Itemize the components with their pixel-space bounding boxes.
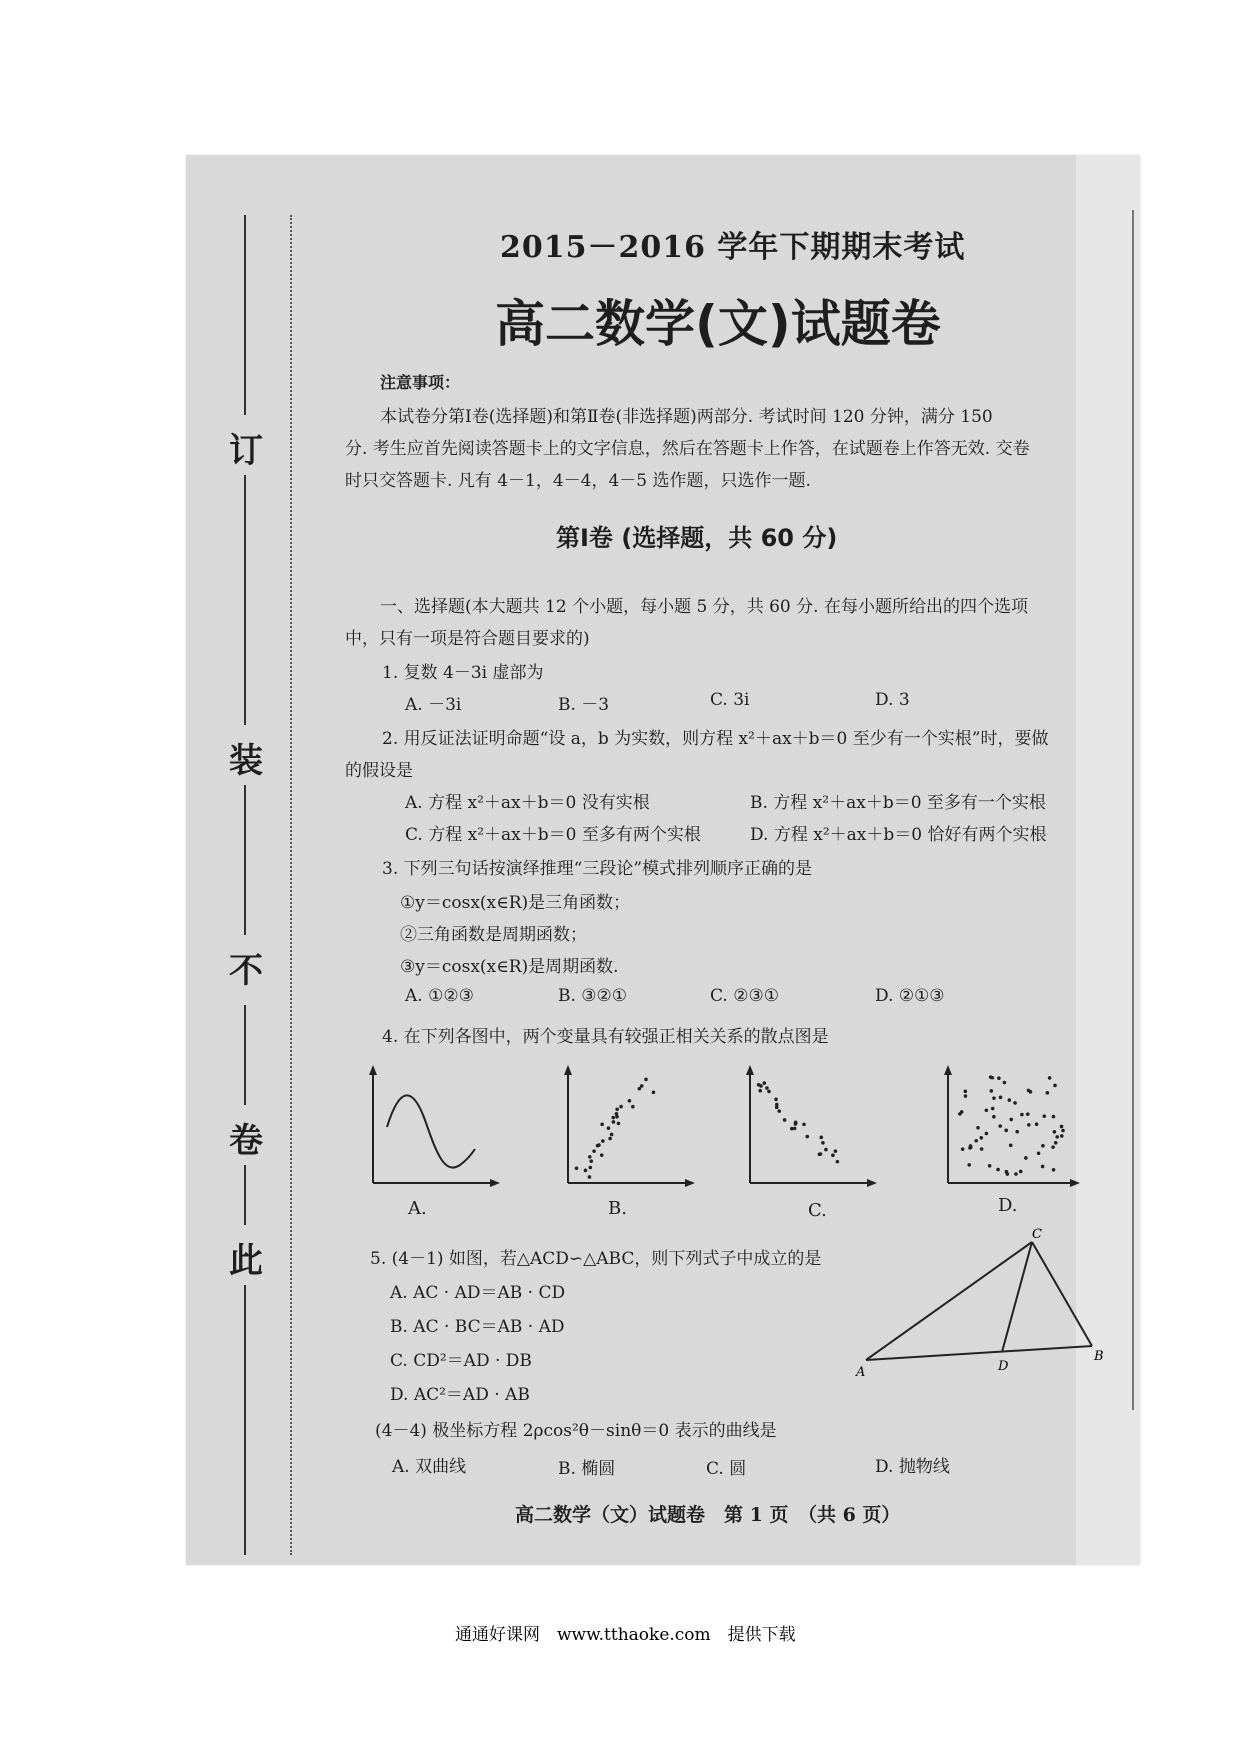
q2-option-d: D. 方程 x²＋ax＋b＝0 恰好有两个实根 [750,825,1047,845]
page-edge-line [1132,210,1134,1410]
scatter-point [1061,1129,1065,1133]
binding-char: 订 [229,431,263,471]
scatter-point [1003,1081,1007,1085]
scatter-point [1009,1118,1013,1122]
q3-option-a: A. ①②③ [405,986,474,1006]
scatter-point [588,1175,592,1179]
scatter-dots-c [757,1081,839,1163]
q3-statement: ①y＝cosx(x∈R)是三角函数； [400,893,631,913]
q2-option-b: B. 方程 x²＋ax＋b＝0 至多有一个实根 [750,793,1046,813]
q3-statement: ③y＝cosx(x∈R)是周期函数. [400,957,619,977]
q5b-option-a: A. 双曲线 [392,1457,467,1477]
q1-option-b: B. －3 [558,695,610,715]
download-credit: 通通好课网 www.tthaoke.com 提供下载 [455,1625,796,1645]
scatter-point [763,1081,767,1085]
scatter-point [990,1089,994,1093]
scatter-plot-d [940,1065,1080,1200]
scatter-point [1060,1134,1064,1138]
notice-line: 时只交答题卡. 凡有 4－1，4－4，4－5 选作题，只选作一题. [345,471,811,491]
scatter-point [584,1169,588,1173]
binding-char: 不 [229,951,263,991]
question-2-stem: 的假设是 [345,761,413,781]
scatter-plot-c [742,1065,877,1200]
scatter-point [985,1132,989,1136]
binding-dotted-line [290,215,292,1555]
scatter-point [964,1094,968,1098]
part-instruction: 中，只有一项是符合题目要求的) [345,629,590,649]
scatter-point [976,1126,980,1130]
scatter-point [619,1105,623,1109]
scatter-point [1037,1151,1041,1155]
scatter-point [1053,1084,1057,1088]
scatter-point [979,1136,983,1140]
part-instruction: 一、选择题(本大题共 12 个小题，每小题 5 分，共 60 分. 在每小题所给出的四个选项 [380,597,1028,617]
binding-line [244,785,246,935]
scatter-point [1035,1122,1039,1126]
scatter-point [836,1160,840,1164]
scatter-point [644,1078,648,1082]
scatter-point [615,1107,619,1111]
scatter-point [759,1084,763,1088]
question-5b-stem: (4－4) 极坐标方程 2ρcos²θ－sinθ＝0 表示的曲线是 [375,1421,777,1441]
scatter-point [831,1153,835,1157]
scatter-point [1052,1168,1056,1172]
scatter-point [610,1133,614,1137]
scatter-point [592,1149,596,1153]
scatter-point [765,1086,769,1090]
scatter-point [612,1120,616,1124]
scatter-point [961,1147,965,1151]
scatter-point [1046,1091,1050,1095]
question-1-stem: 1. 复数 4－3i 虚部为 [382,663,544,683]
scatter-point [1055,1135,1059,1139]
scatter-point [821,1141,825,1145]
scatter-dots-b [575,1078,656,1179]
scatter-point [1004,1129,1008,1133]
question-2-stem: 2. 用反证法证明命题“设 a，b 为实数，则方程 x²＋ax＋b＝0 至少有一个实根”时，要做 [382,729,1049,749]
scatter-point [992,1096,996,1100]
q2-option-c: C. 方程 x²＋ax＋b＝0 至多有两个实根 [405,825,701,845]
scatter-point [805,1135,809,1139]
q1-option-d: D. 3 [875,690,910,710]
q5-option-b: B. AC · BC＝AB · AD [390,1317,565,1337]
binding-char: 卷 [229,1121,263,1161]
scatter-point [589,1166,593,1170]
binding-line [244,475,246,725]
q5b-option-c: C. 圆 [706,1459,747,1479]
notice-line: 本试卷分第Ⅰ卷(选择题)和第Ⅱ卷(非选择题)两部分. 考试时间 120 分钟，满分 150 [380,407,993,427]
scatter-point [1006,1172,1010,1176]
q3-option-b: B. ③②① [558,986,628,1006]
q1-option-a: A. －3i [405,695,462,715]
q5-option-c: C. CD²＝AD · DB [390,1351,532,1371]
scatter-point [601,1139,605,1143]
scatter-plot-a [365,1065,500,1200]
scatter-point [980,1147,984,1151]
scatter-point [992,1115,996,1119]
scatter-point [588,1155,592,1159]
scatter-point [991,1076,995,1080]
scatter-point [1054,1141,1058,1145]
scatter-point [999,1096,1003,1100]
scatter-point [794,1120,798,1124]
scatter-point [958,1112,962,1116]
q1-option-c: C. 3i [710,690,750,710]
scatter-point [608,1137,612,1141]
scatter-point [1024,1156,1028,1160]
binding-line [244,215,246,415]
scatter-point [969,1144,973,1148]
scatter-point [1041,1165,1045,1169]
binding-char: 此 [229,1241,263,1281]
scatter-point [607,1126,611,1130]
scatter-point [802,1123,806,1127]
scatter-point [974,1139,978,1143]
scatter-point [1042,1114,1046,1118]
scatter-point [1060,1125,1064,1129]
scatter-point [998,1124,1002,1128]
question-3-stem: 3. 下列三句话按演绎推理“三段论”模式排列顺序正确的是 [382,859,813,879]
q2-option-a: A. 方程 x²＋ax＋b＝0 没有实根 [405,793,650,813]
q5b-option-b: B. 椭圆 [558,1459,616,1479]
scatter-point [767,1090,771,1094]
plot-label-d: D. [998,1195,1018,1216]
exam-year-title: 2015－2016 学年下期期末考试 [500,230,966,265]
scatter-point [1014,1172,1018,1176]
scatter-point [575,1166,579,1170]
scatter-point [1027,1123,1031,1127]
plot-label-b: B. [608,1198,627,1219]
scatter-point [985,1108,989,1112]
scatter-point [758,1089,762,1093]
scatter-point [600,1123,604,1127]
scatter-point [652,1091,656,1095]
q5-option-d: D. AC²＝AD · AB [390,1385,530,1405]
notice-line: 分. 考生应首先阅读答题卡上的文字信息，然后在答题卡上作答，在试题卷上作答无效. 交卷 [345,439,1030,459]
q3-option-c: C. ②③① [710,986,779,1006]
scatter-point [988,1164,992,1168]
q5-option-a: A. AC · AD＝AB · CD [390,1283,566,1303]
scatter-point [640,1084,644,1088]
exam-title: 高二数学(文)试题卷 [495,295,941,353]
scatter-point [628,1099,632,1103]
scatter-point [1008,1098,1012,1102]
point-label-c: C [1032,1227,1042,1242]
scatter-point [1020,1113,1024,1117]
scatter-point [1048,1076,1052,1080]
plot-label-a: A. [408,1198,427,1219]
scatter-point [615,1115,619,1119]
scatter-point [964,1090,968,1094]
scatter-point [1009,1143,1013,1147]
scatter-point [775,1106,779,1110]
binding-char: 装 [229,741,263,781]
notice-heading: 注意事项： [380,373,461,392]
point-label-d: D [998,1359,1009,1374]
scatter-point [834,1149,838,1153]
point-label-a: A [856,1365,866,1380]
question-4-stem: 4. 在下列各图中，两个变量具有较强正相关关系的散点图是 [382,1027,829,1047]
scatter-point [638,1087,642,1091]
scatter-dots-d [958,1075,1065,1175]
scatter-point [597,1143,601,1147]
scatter-point [819,1152,823,1156]
scatter-point [783,1118,787,1122]
scatter-point [1026,1112,1030,1116]
section-title: 第Ⅰ卷 (选择题，共 60 分) [556,524,838,552]
triangle-figure [850,1227,1110,1380]
scatter-point [1052,1115,1056,1119]
binding-margin [186,155,306,1565]
question-5-stem: 5. (4－1) 如图，若△ACD∽△ABC，则下列式子中成立的是 [370,1249,822,1269]
scatter-point [997,1076,1001,1080]
scatter-point [777,1109,781,1113]
scatter-point [967,1163,971,1167]
scatter-point [1019,1170,1023,1174]
q3-option-d: D. ②①③ [875,986,945,1006]
scatter-point [820,1136,824,1140]
scatter-point [617,1122,621,1126]
scatter-point [600,1153,604,1157]
scatter-plot-b [560,1065,695,1200]
binding-line [244,1165,246,1225]
scatter-point [991,1107,995,1111]
scatter-point [631,1105,635,1109]
scatter-point [774,1098,778,1102]
scatter-point [793,1127,797,1131]
binding-line [244,1285,246,1555]
point-label-b: B [1094,1349,1104,1364]
q3-statement: ②三角函数是周期函数； [400,925,587,945]
scatter-point [1015,1130,1019,1134]
scatter-point [824,1148,828,1152]
scatter-point [1029,1090,1033,1094]
plot-label-c: C. [808,1200,827,1221]
binding-line [244,1005,246,1105]
scatter-point [589,1159,593,1163]
scatter-point [1041,1144,1045,1148]
page-footer: 高二数学（文）试题卷 第 1 页 （共 6 页） [515,1504,901,1526]
scatter-point [996,1168,1000,1172]
scatter-point [1053,1130,1057,1134]
scatter-point [1051,1145,1055,1149]
scatter-point [1013,1101,1017,1105]
scatter-point [611,1116,615,1120]
q5b-option-d: D. 抛物线 [875,1457,950,1477]
